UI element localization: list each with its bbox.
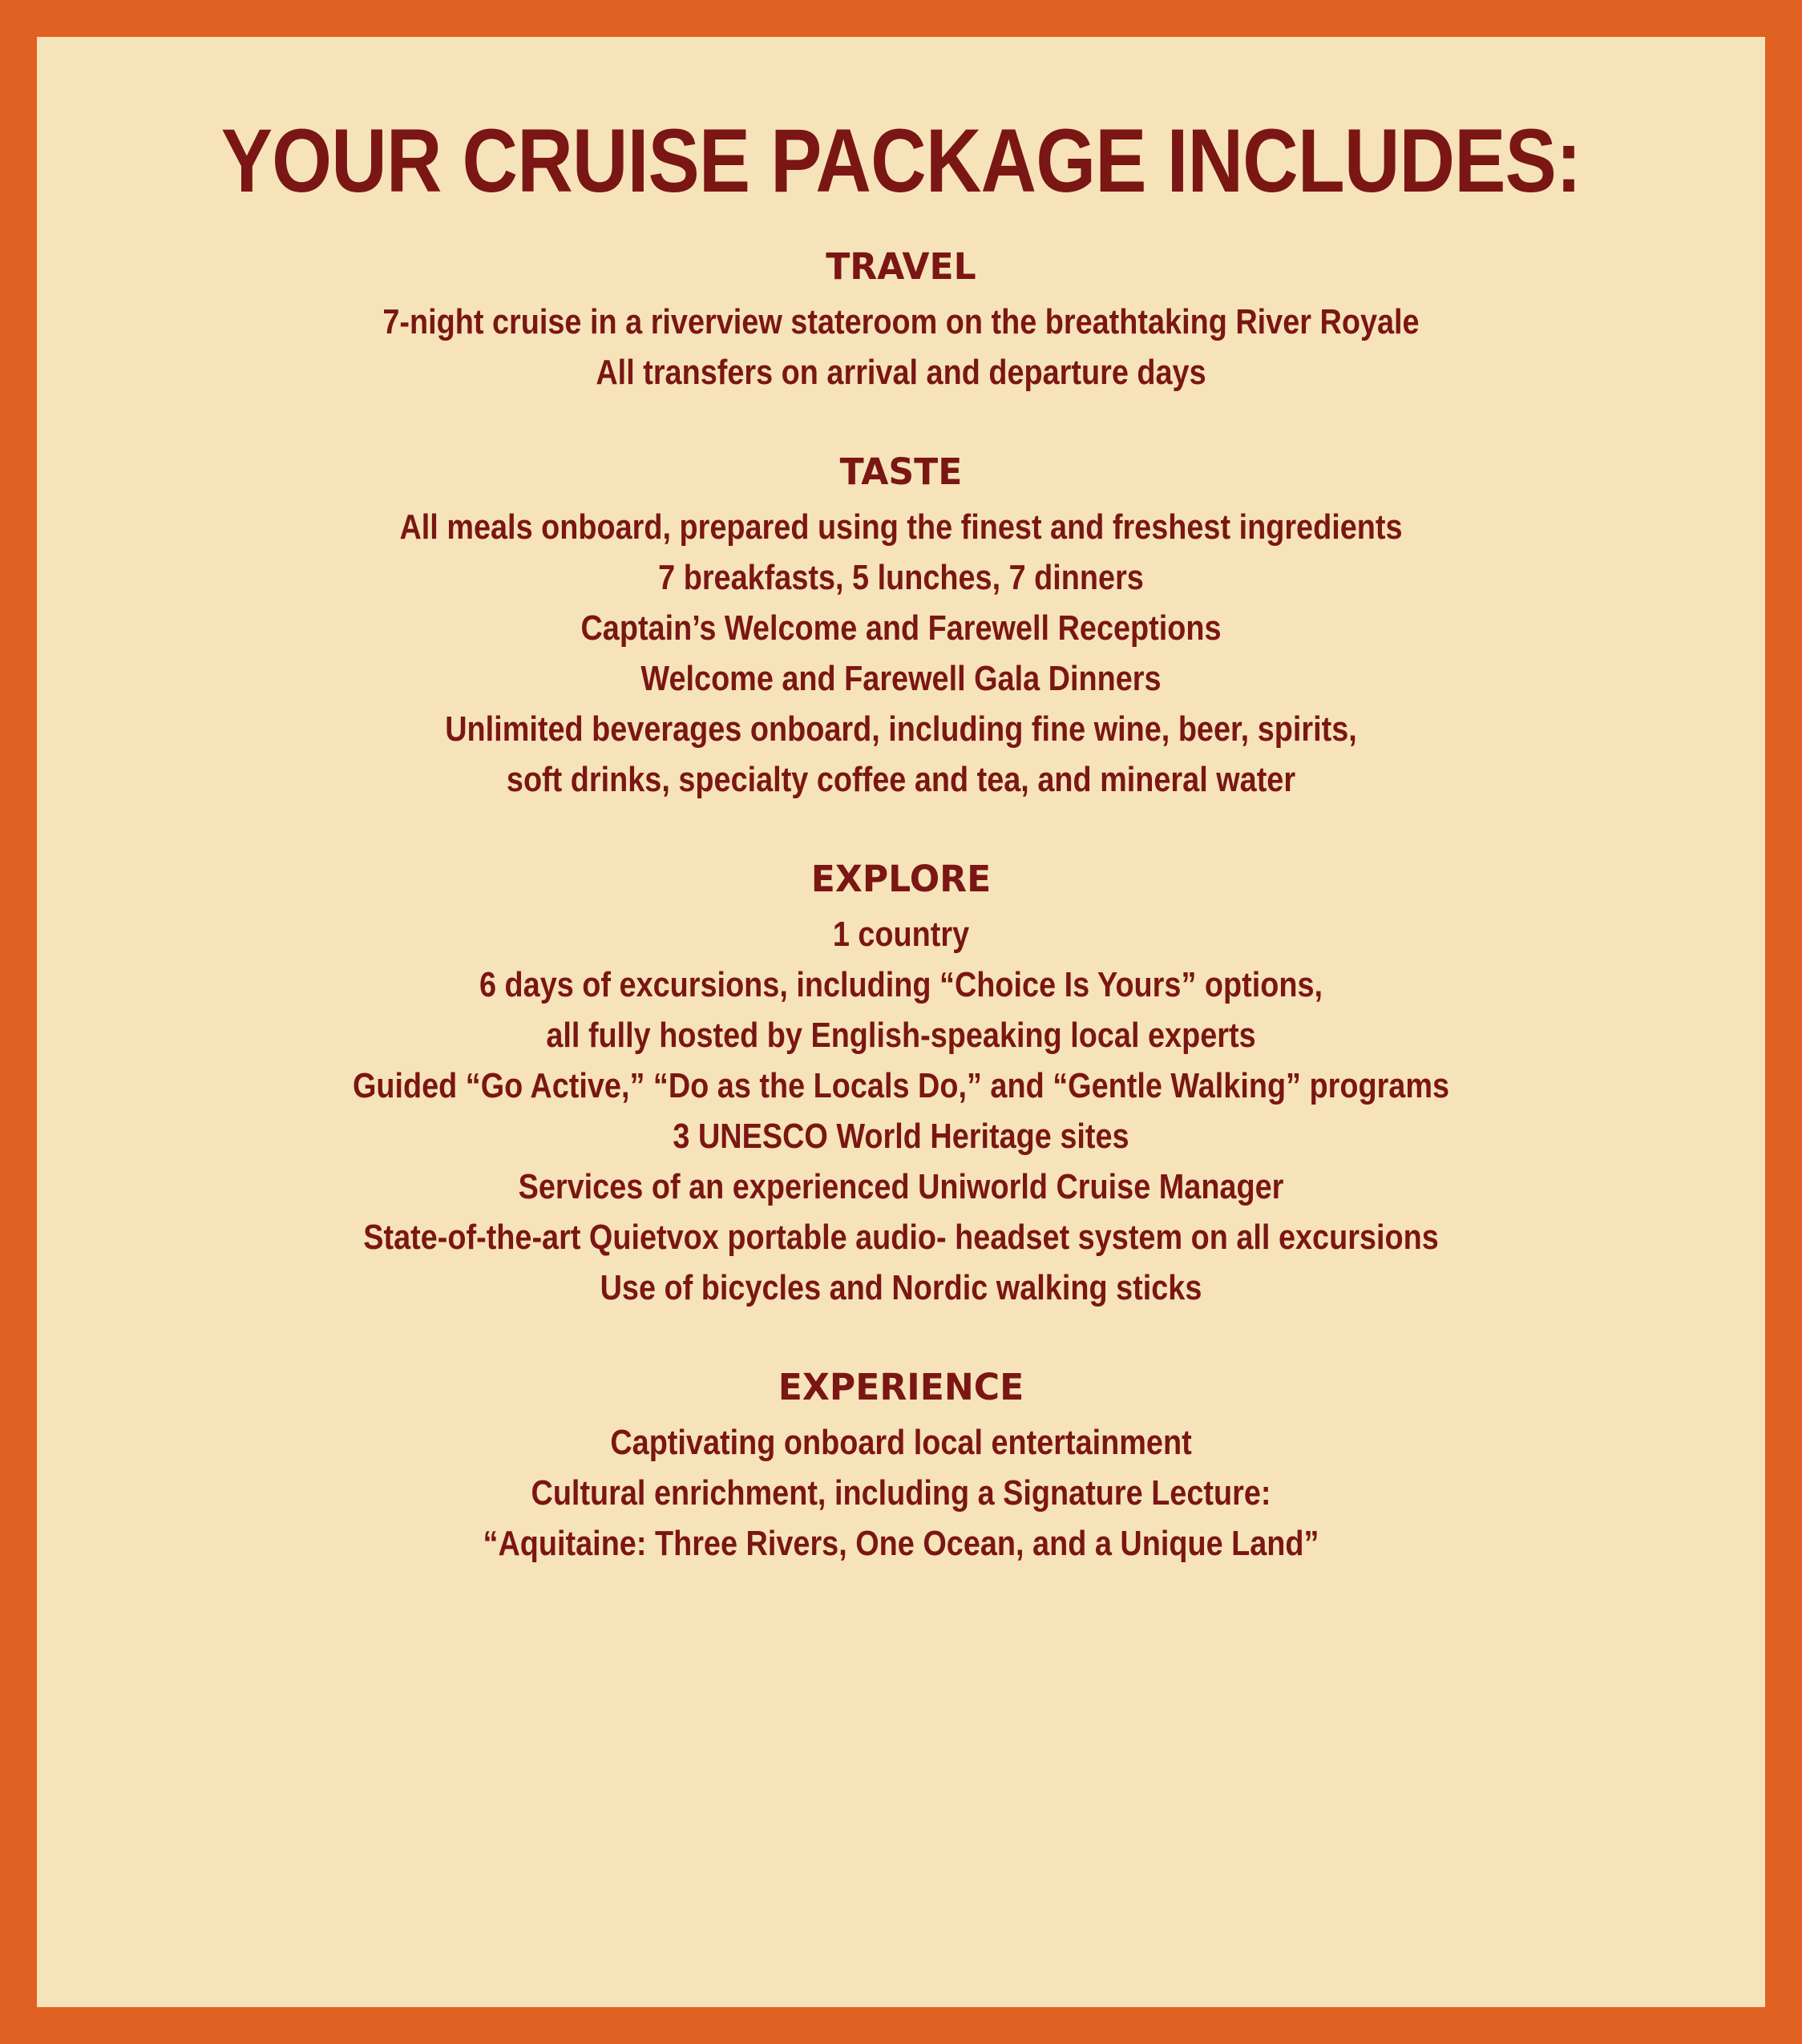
list-item: 6 days of excursions, including “Choice Is Yours” options, [479,965,1323,1004]
list-item: State-of-the-art Quietvox portable audio- headset system on all excursions [363,1218,1439,1257]
sections-container [37,244,1765,1620]
section-lines [37,297,1765,398]
section-heading: EXPERIENCE [778,1366,1024,1408]
list-item: 7 breakfasts, 5 lunches, 7 dinners [658,558,1144,597]
section-lines [37,909,1765,1313]
list-item: 7-night cruise in a riverview stateroom on the breathtaking River Royale [382,302,1420,341]
section-travel [37,244,1765,398]
list-item: all fully hosted by English-speaking local experts [546,1016,1256,1055]
list-item: Cultural enrichment, including a Signature Lecture: [531,1473,1271,1513]
section-heading: TRAVEL [826,245,976,288]
section-taste [37,449,1765,805]
list-item: soft drinks, specialty coffee and tea, and mineral water [506,760,1296,799]
list-item: Welcome and Farewell Gala Dinners [640,659,1162,698]
list-item: Captain’s Welcome and Farewell Receptions [580,608,1222,648]
page-title: YOUR CRUISE PACKAGE INCLUDES: [220,111,1582,211]
section-heading: EXPLORE [810,858,992,900]
section-experience [37,1364,1765,1569]
list-item: All transfers on arrival and departure days [596,353,1206,392]
list-item: Captivating onboard local entertainment [610,1423,1192,1462]
section-heading: TASTE [839,450,963,493]
list-item: 1 country [832,915,970,954]
list-item: “Aquitaine: Three Rivers, One Ocean, and a Unique Land” [483,1524,1319,1563]
list-item: Use of bicycles and Nordic walking sticks [600,1268,1202,1307]
section-explore [37,856,1765,1313]
list-item: 3 UNESCO World Heritage sites [673,1117,1129,1156]
list-item: Guided “Go Active,” “Do as the Locals Do,” and “Gentle Walking” programs [352,1066,1450,1105]
section-lines [37,502,1765,805]
section-lines [37,1417,1765,1569]
list-item: All meals onboard, prepared using the finest and freshest ingredients [399,507,1403,547]
content-panel [37,37,1765,2007]
list-item: Unlimited beverages onboard, including fine wine, beer, spirits, [445,709,1357,749]
list-item: Services of an experienced Uniworld Cruise Manager [518,1167,1284,1206]
